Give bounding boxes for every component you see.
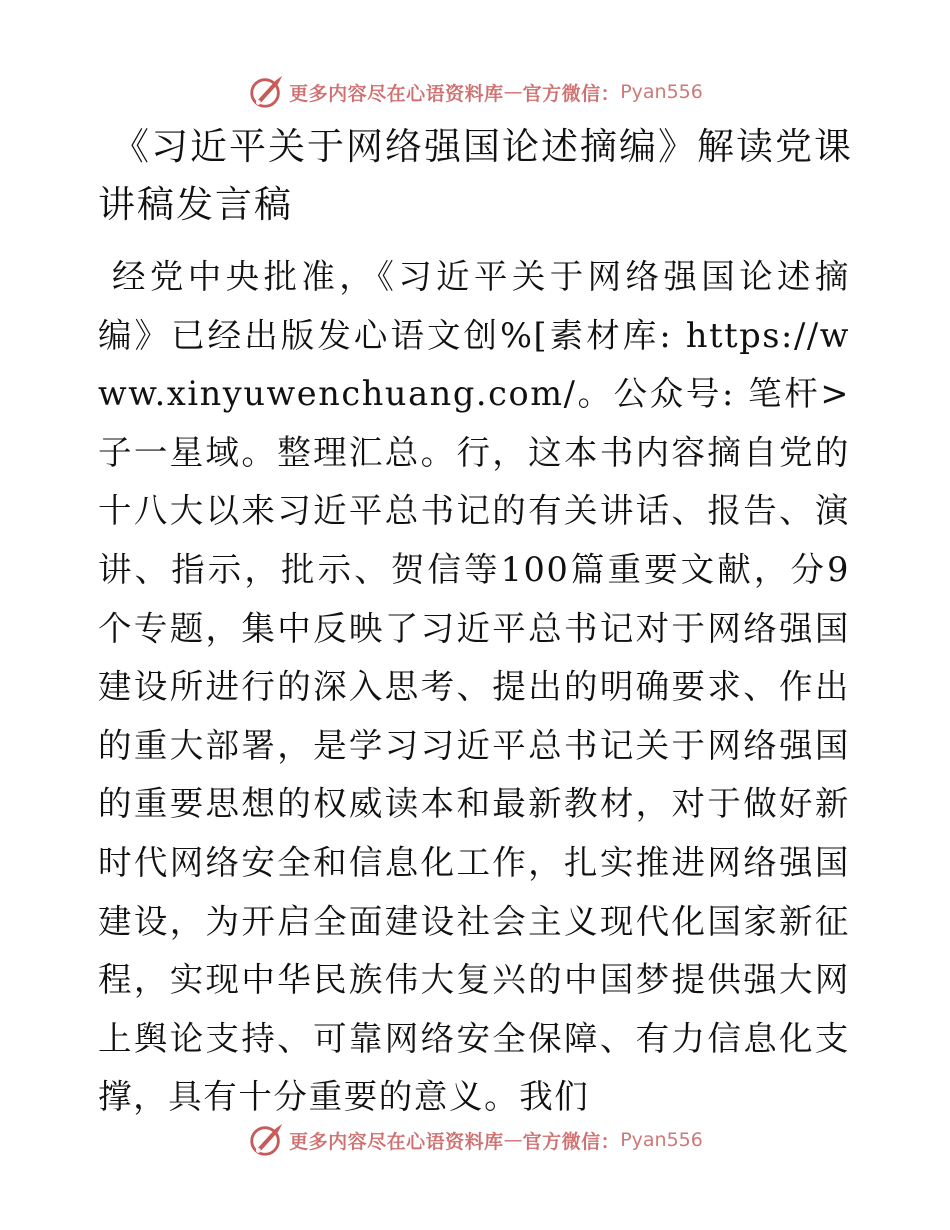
- header-banner: [0, 70, 950, 114]
- banner-wechat-label: 官方微信：: [522, 1130, 621, 1153]
- banner-separator: —: [503, 1129, 523, 1151]
- banner-site-text: 更多内容尽在心语资料库: [289, 1130, 504, 1153]
- quill-logo-icon: [247, 73, 285, 111]
- banner-wechat-label: 官方微信：: [522, 82, 621, 105]
- banner-wechat-id: Pyan556: [620, 1129, 703, 1151]
- document-title: 《习近平关于网络强国论述摘编》解读党课讲稿发言稿: [98, 125, 853, 226]
- banner-wechat-id: Pyan556: [620, 81, 703, 103]
- quill-logo-icon: [247, 1121, 285, 1159]
- banner-site-text: 更多内容尽在心语资料库: [289, 82, 504, 105]
- footer-banner: [0, 1118, 950, 1162]
- document-body: 经党中央批准，《习近平关于网络强国论述摘编》已经出版发心语文创%[素材库: https://www.xinyuwenchuang.com/。公众号: 笔杆>子一星域。整理汇总。行，这本书内容摘自党的十八大以来习近平总书记的有关讲话、报告、演讲、指示，批示、贺信等100篇重要文献，分9个专题，集中反映了习近平总书记对于网络强国建设所进行的深入思考、提出的明确要求、作出的重大部署，是学习习近平总书记关于网络强国的重要思想的权威读本和最新教材，对于做好新时代网络安全和信息化工作，扎实推进网络强国建设，为开启全面建设社会主义现代化国家新征程，实现中华民族伟大复兴的中国梦提供强大网上舆论支持、可靠网络安全保障、有力信息化支撑，具有十分重要的意义。我们: [98, 257, 850, 1117]
- banner-separator: —: [503, 81, 523, 103]
